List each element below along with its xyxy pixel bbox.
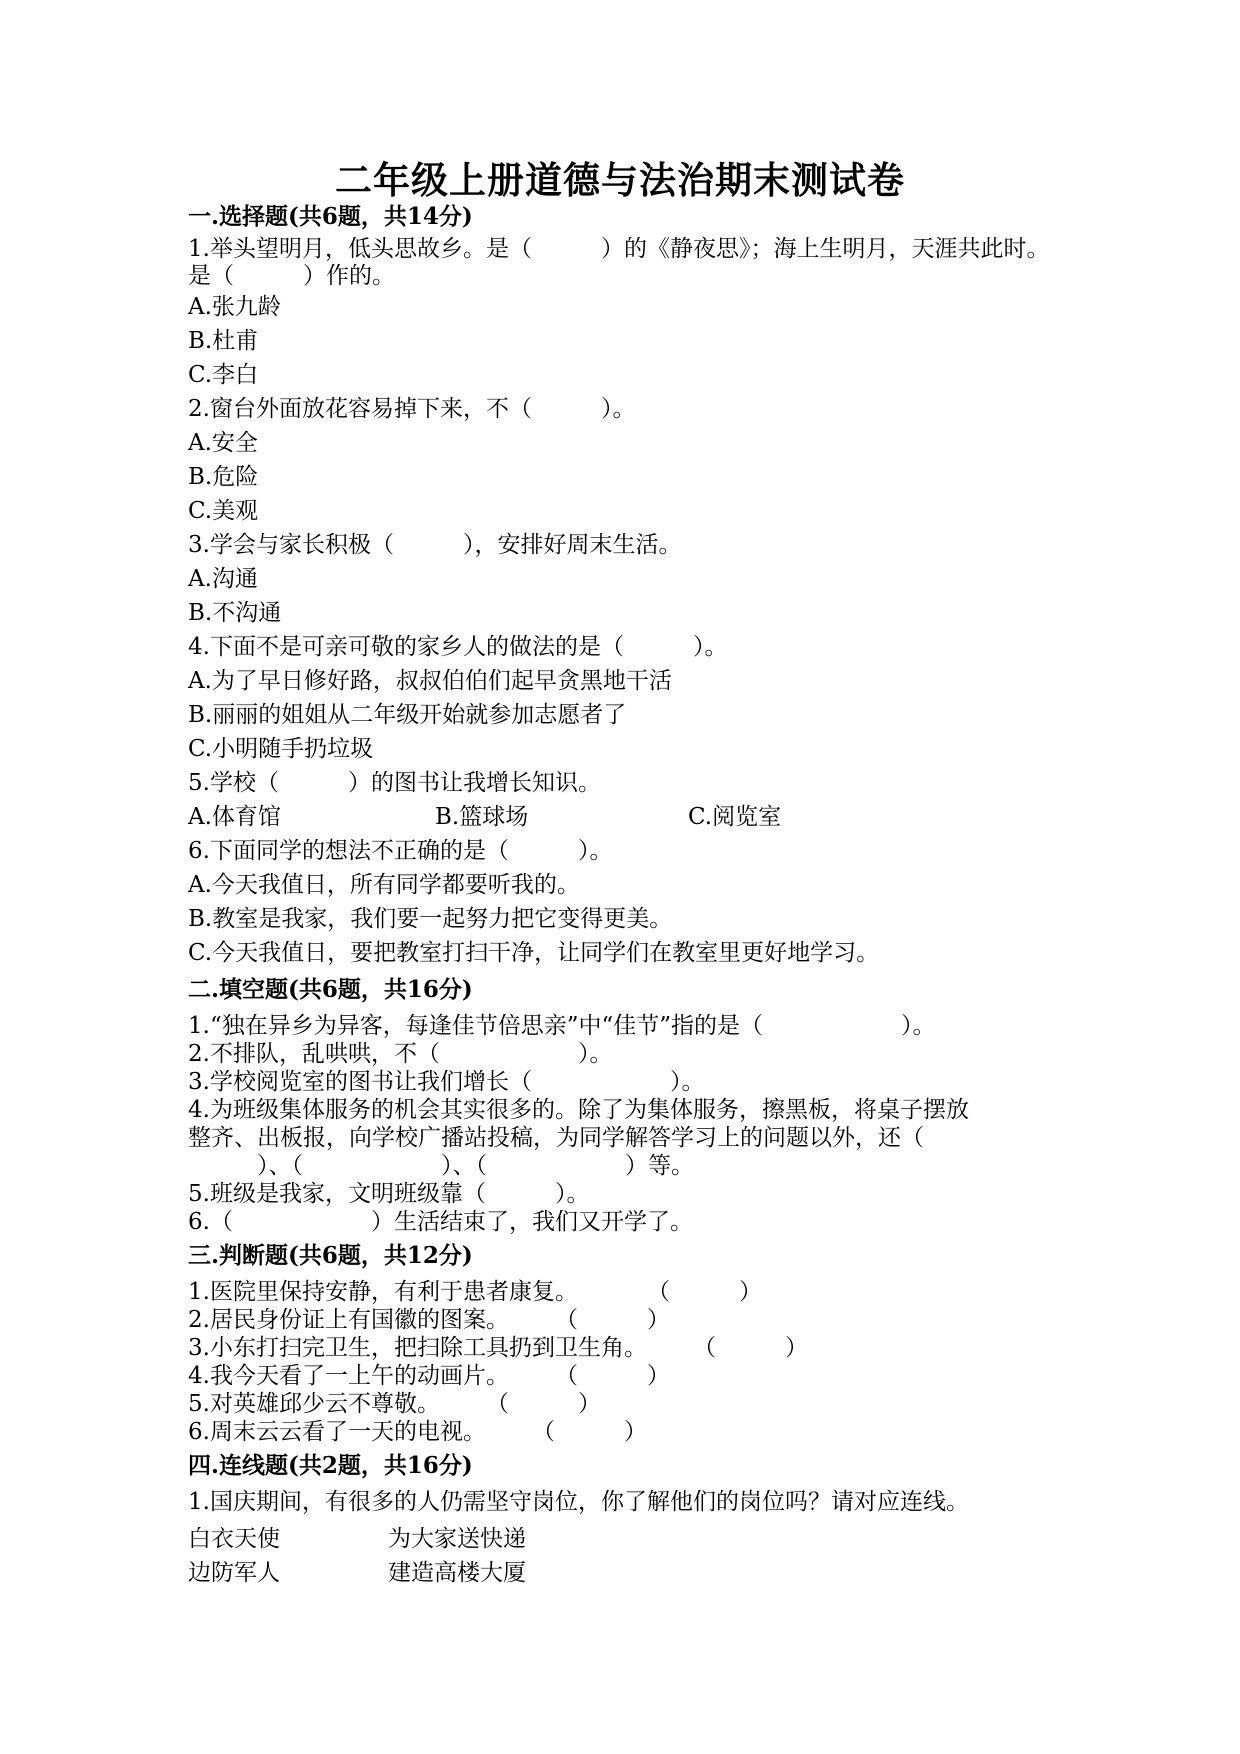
section-fill-title: 二.填空题(共6题，共16分) xyxy=(188,976,473,1003)
fill-q3: 3.学校阅览室的图书让我们增长（ ）。 xyxy=(188,1069,705,1095)
choice-q3-option-b: B.不沟通 xyxy=(188,600,282,626)
match-left-item: 边防军人 xyxy=(188,1560,280,1586)
choice-q5-options xyxy=(188,800,1068,834)
choice-q1-option-a: A.张九龄 xyxy=(188,294,281,320)
judge-q5: 5.对英雄邱少云不尊敬。 （ ） xyxy=(188,1391,601,1417)
choice-q6: 6.下面同学的想法不正确的是（ ）。 xyxy=(188,838,613,864)
choice-q3-option-a: A.沟通 xyxy=(188,566,258,592)
choice-q1-option-c: C.李白 xyxy=(188,362,259,388)
fill-q1: 1.“独在异乡为异客，每逢佳节倍思亲”中“佳节”指的是（ ）。 xyxy=(188,1013,936,1039)
choice-q3: 3.学会与家长积极（ ），安排好周末生活。 xyxy=(188,532,682,558)
fill-q4-line3: ）、（ ）、（ ）等。 xyxy=(188,1153,694,1179)
choice-q5: 5.学校（ ）的图书让我增长知识。 xyxy=(188,770,601,796)
fill-q6: 6.（ ）生活结束了，我们又开学了。 xyxy=(188,1209,693,1235)
fill-q2: 2.不排队，乱哄哄，不（ ）。 xyxy=(188,1041,613,1067)
match-q1: 1.国庆期间，有很多的人仍需坚守岗位，你了解他们的岗位吗？请对应连线。 xyxy=(188,1489,969,1515)
fill-q4-line2: 整齐、出板报，向学校广播站投稿，为同学解答学习上的问题以外，还（ xyxy=(188,1125,924,1151)
choice-q6-option-b: B.教室是我家，我们要一起努力把它变得更美。 xyxy=(188,906,673,932)
choice-q2-option-a: A.安全 xyxy=(188,430,258,456)
choice-q1: 1.举头望明月，低头思故乡。是（ ）的《静夜思》；海上生明月，天涯共此时。是（ ）作的。 xyxy=(188,236,1050,289)
section-choice-title: 一.选择题(共6题，共14分) xyxy=(188,203,473,230)
judge-q6: 6.周末云云看了一天的电视。 （ ） xyxy=(188,1419,647,1445)
page-title: 二年级上册道德与法治期末测试卷 xyxy=(335,158,905,202)
section-judge-title: 三.判断题(共6题，共12分) xyxy=(188,1242,473,1269)
choice-q2-option-b: B.危险 xyxy=(188,464,259,490)
match-row xyxy=(188,1522,1068,1556)
choice-q4-option-c: C.小明随手扔垃圾 xyxy=(188,736,374,762)
fill-q5: 5.班级是我家，文明班级靠（ ）。 xyxy=(188,1181,590,1207)
choice-q5-option-a: A.体育馆 xyxy=(188,804,281,830)
exam-content xyxy=(188,203,1068,1590)
match-right-item: 为大家送快递 xyxy=(388,1526,526,1552)
fill-q4-line1: 4.为班级集体服务的机会其实很多的。除了为集体服务，擦黑板，将桌子摆放 xyxy=(188,1097,969,1123)
match-row xyxy=(188,1556,1068,1590)
choice-q4-option-b: B.丽丽的姐姐从二年级开始就参加志愿者了 xyxy=(188,702,627,728)
match-left-item: 白衣天使 xyxy=(188,1526,280,1552)
choice-q1-option-b: B.杜甫 xyxy=(188,328,259,354)
choice-q5-option-c: C.阅览室 xyxy=(688,804,782,830)
match-right-item: 建造高楼大厦 xyxy=(388,1560,526,1586)
judge-q2: 2.居民身份证上有国徽的图案。 （ ） xyxy=(188,1307,670,1333)
choice-q4-option-a: A.为了早日修好路，叔叔伯伯们起早贪黑地干活 xyxy=(188,668,672,694)
judge-q3: 3.小东打扫完卫生，把扫除工具扔到卫生角。 （ ） xyxy=(188,1335,808,1361)
judge-q1: 1.医院里保持安静，有利于患者康复。 （ ） xyxy=(188,1279,762,1305)
choice-q2: 2.窗台外面放花容易掉下来，不（ ）。 xyxy=(188,396,636,422)
choice-q5-option-b: B.篮球场 xyxy=(435,804,529,830)
section-match-title: 四.连线题(共2题，共16分) xyxy=(188,1452,473,1479)
choice-q6-option-a: A.今天我值日，所有同学都要听我的。 xyxy=(188,872,580,898)
choice-q6-option-c: C.今天我值日，要把教室打扫干净，让同学们在教室里更好地学习。 xyxy=(188,940,880,966)
choice-q2-option-c: C.美观 xyxy=(188,498,259,524)
choice-q4: 4.下面不是可亲可敬的家乡人的做法的是（ ）。 xyxy=(188,634,728,660)
judge-q4: 4.我今天看了一上午的动画片。 （ ） xyxy=(188,1363,670,1389)
